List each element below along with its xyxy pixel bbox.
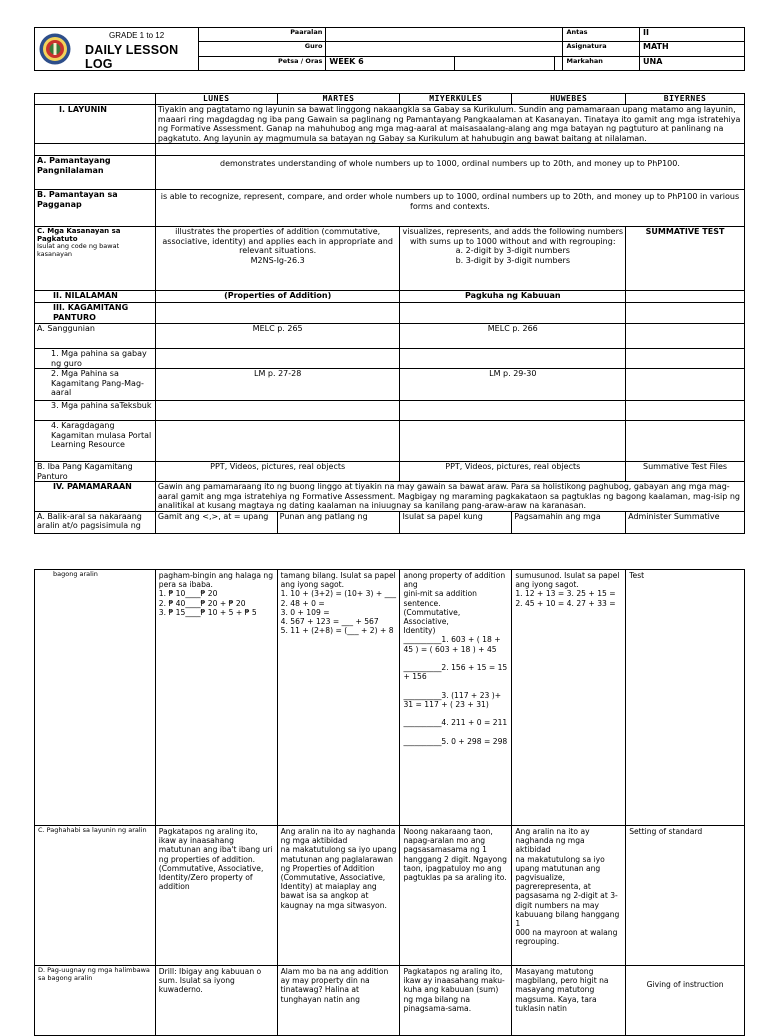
asignatura-value: MATH bbox=[640, 42, 745, 56]
balik-aral-lunes: Gamit ang <,>, at = upang bbox=[155, 511, 277, 533]
balik-aral-label: A. Balik-aral sa nakaraang aralin at/o pagsisimula ng bbox=[35, 511, 156, 533]
kasanayan-label-cell bbox=[35, 227, 156, 291]
pag-uugnay-lunes: Drill: Ibigay ang kabuuan o sum. Isulat sa iyong kuwaderno. bbox=[155, 966, 277, 1036]
blank-cell bbox=[400, 401, 626, 421]
lesson-log-table bbox=[34, 93, 745, 534]
asignatura-label: Asignatura bbox=[563, 42, 640, 56]
blank-cell bbox=[35, 144, 156, 156]
blank-cell bbox=[155, 349, 400, 369]
blank-cell bbox=[626, 324, 745, 349]
iba-pang-wed-thu: PPT, Videos, pictures, real objects bbox=[400, 462, 626, 482]
pag-uugnay-label: D. Pag-uugnay ng mga halimbawa sa bagong aralin bbox=[35, 966, 156, 1036]
paghahabi-biyernes: Setting of standard bbox=[626, 826, 745, 966]
pamamaraan-label: IV. PAMAMARAAN bbox=[35, 482, 156, 512]
pamamaraan-note: Gawin ang pamamaraang ito ng buong linggo at tiyakin na may gawain sa bawat araw. Para sa holistikong paghubog, gabayan ang mga mag-aaral gamit ang mga istratehiya ng Formative Assessment. Magbigay ng maraming pagkakataon sa pagtuklas ng bagong kaalaman, mag-isip ng analitikal at kusang magtaya ng dating kaalaman na iniuugnay sa kanilang pang-araw-araw na karanasan. bbox=[155, 482, 744, 512]
paghahabi-huwebes: Ang aralin na ito ay naghanda ng mga aktibidad na makatutulong sa iyo upang matutunan ang pagvisualize, pagrerepresenta, at pagsasama ng 2-digit at 3-digit numbers na may kabuuang bilang hanggang 1 000 na mayroon at walang regrouping. bbox=[512, 826, 626, 966]
blank-cell bbox=[400, 349, 626, 369]
iba-pang-fri: Summative Test Files bbox=[626, 462, 745, 482]
day-header-miyerkules: MIYERKULES bbox=[400, 94, 512, 105]
kasanayan-mon-tue: illustrates the properties of addition (commutative, associative, identity) and applies each in appropriate and relevant situations. M2NS-Ig-26.3 bbox=[155, 227, 400, 291]
nilalaman-label: II. NILALAMAN bbox=[35, 291, 156, 303]
blank-cell bbox=[626, 369, 745, 401]
grade-range: GRADE 1 to 12 bbox=[109, 31, 165, 40]
markahan-value: UNA bbox=[640, 56, 745, 70]
header-table bbox=[34, 27, 745, 71]
teksbuk-label: 3. Mga pahina saTeksbuk bbox=[35, 401, 156, 421]
logo-cell bbox=[35, 28, 199, 71]
pag-uugnay-martes: Alam mo ba na ang addition ay may property din na tinatawag? Halina at tunghayan natin ang bbox=[277, 966, 400, 1036]
layunin-label: I. LAYUNIN bbox=[35, 105, 156, 144]
pamantayan-sa-pagganap-label: B. Pamantayan sa Pagganap bbox=[35, 190, 156, 227]
kasanayan-sublabel: Isulat ang code ng bawat kasanayan bbox=[37, 242, 120, 258]
kagamitang-panturo-label: III. KAGAMITANG PANTURO bbox=[35, 303, 156, 324]
kasanayan-wed-thu: visualizes, represents, and adds the following numbers with sums up to 1000 without and with regrouping: a. 2-digit by 3-digit numbers b. 3-digit by 3-digit numbers bbox=[400, 227, 626, 291]
iba-pang-label: B. Iba Pang Kagamitang Panturo bbox=[35, 462, 156, 482]
blank-cell bbox=[455, 56, 554, 70]
kagamitan-mag-aaral-label: 2. Mga Pahina sa Kagamitang Pang-Mag-aaral bbox=[35, 369, 156, 401]
paaralan-value bbox=[326, 28, 563, 42]
blank-cell bbox=[155, 144, 744, 156]
blank-cell bbox=[400, 421, 626, 462]
pamantayan-sa-pagganap-text: is able to recognize, represent, compare, and order whole numbers up to 1000, ordinal numbers up to 20th, and money up to PhP100 in various forms and contexts. bbox=[155, 190, 744, 227]
corner-cell bbox=[35, 94, 156, 105]
day-header-martes: MARTES bbox=[277, 94, 400, 105]
kasanayan-label: C. Mga Kasanayan sa Pagkatuto bbox=[37, 227, 121, 243]
blank-cell bbox=[400, 303, 626, 324]
blank-cell bbox=[626, 401, 745, 421]
paghahabi-lunes: Pagkatapos ng araling ito, ikaw ay inaasahang matutunan ang iba't ibang uri ng properties of addition. (Commutative, Associative, Identity/Zero property of addition bbox=[155, 826, 277, 966]
balik-aral-biyernes-cont: Test bbox=[626, 570, 745, 826]
balik-aral-huwebes-cont: sumusunod. Isulat sa papel ang iyong sagot. 1. 12 + 13 = 3. 25 + 15 = 2. 45 + 10 = 4. 27 + 33 = bbox=[512, 570, 626, 826]
blank-cell bbox=[554, 56, 563, 70]
nilalaman-mon-tue: (Properties of Addition) bbox=[155, 291, 400, 303]
day-header-huwebes: HUWEBES bbox=[512, 94, 626, 105]
balik-aral-label-cont: bagong aralin bbox=[35, 570, 156, 826]
document-title: DAILY LESSON LOG bbox=[85, 43, 179, 71]
balik-aral-biyernes: Administer Summative bbox=[626, 511, 745, 533]
petsa-value: WEEK 6 bbox=[326, 56, 455, 70]
balik-aral-martes: Punan ang patlang ng bbox=[277, 511, 400, 533]
petsa-label: Petsa / Oras bbox=[198, 56, 326, 70]
pamantayang-pangnilalaman-text: demonstrates understanding of whole numbers up to 1000, ordinal numbers up to 20th, and money up to PhP100. bbox=[155, 156, 744, 190]
paghahabi-label: C. Paghahabi sa layunin ng aralin bbox=[35, 826, 156, 966]
deped-seal-icon bbox=[39, 32, 71, 66]
kagamitan-wed-thu: LM p. 29-30 bbox=[400, 369, 626, 401]
pag-uugnay-biyernes: Giving of instruction bbox=[626, 966, 745, 1036]
pag-uugnay-huwebes: Masayang matutong magbilang, pero higit na masayang matutong magsuma. Kaya, tara tuklasin natin bbox=[512, 966, 626, 1036]
pamantayang-pangnilalaman-label: A. Pamantayang Pangnilalaman bbox=[35, 156, 156, 190]
paghahabi-miyerkules: Noong nakaraang taon, napag-aralan mo ang pagsasamasama ng 1 hanggang 2 digit. Ngayong taon, ipagpatuloy mo ang pagtuklas pa sa araling ito. bbox=[400, 826, 512, 966]
guro-label: Guro bbox=[198, 42, 326, 56]
layunin-note: Tiyakin ang pagtatamo ng layunin sa bawat linggong nakaangkla sa Gabay sa Kurikulum. Sundin ang pamamaraan upang matamo ang layunin, maaari ring magdagdag ng iba pang Gawain sa paglinang ng Pamantayang Pangkaalaman at Kasanayan. Tinataya ito gamit ang mga istratehiya ng Formative Assessment. Ganap na mahuhubog ang mga mag-aaral at maisasaalang-alang ang mga batayan ng pagtuturo at panlinang na pagkatuto. Ang layunin ay magmumula sa batayan ng Gabay sa Kurikulum at hahubugin ang bawat baitang at nilalaman. bbox=[155, 105, 744, 144]
iba-pang-mon-tue: PPT, Videos, pictures, real objects bbox=[155, 462, 400, 482]
antas-label: Antas bbox=[563, 28, 640, 42]
gabay-guro-label: 1. Mga pahina sa gabay ng guro bbox=[35, 349, 156, 369]
sanggunian-label: A. Sanggunian bbox=[35, 324, 156, 349]
day-header-biyernes: BIYERNES bbox=[626, 94, 745, 105]
kagamitan-mon-tue: LM p. 27-28 bbox=[155, 369, 400, 401]
balik-aral-huwebes: Pagsamahin ang mga bbox=[512, 511, 626, 533]
balik-aral-miyerkules-cont: anong property of addition ang gini-mit sa addition sentence. (Commutative, Associative, Identity) __________1. 603 + ( 18 + 45 ) = ( 603 + 18 ) + 45 __________2. 156 + 15 = 15 + 156 __________3. (117 + 23 )+ 31 = 117 + ( 23 + 31) __________4. 211 + 0 = 211 __________5. 0 + 298 = 298 bbox=[400, 570, 512, 826]
pag-uugnay-miyerkules: Pagkatapos ng araling ito, ikaw ay inaasahang maku-kuha ang kabuuan (sum) ng mga bilang na pinagsama-sama. bbox=[400, 966, 512, 1036]
blank-cell bbox=[155, 303, 400, 324]
blank-cell bbox=[155, 421, 400, 462]
sanggunian-mon-tue: MELC p. 265 bbox=[155, 324, 400, 349]
day-header-lunes: LUNES bbox=[155, 94, 277, 105]
balik-aral-lunes-cont: pagham-bingin ang halaga ng pera sa ibaba. 1. ₱ 10____₱ 20 2. ₱ 40____₱ 20 + ₱ 20 3. ₱ 15____₱ 10 + 5 + ₱ 5 bbox=[155, 570, 277, 826]
paghahabi-martes: Ang aralin na ito ay naghanda ng mga aktibidad na makatutulong sa iyo upang matutunan ang paglalarawan ng Properties of Addition (Commutative, Associative, Identity) at maiaplay ang bawat isa sa angkop at kaugnay na mga sitwasyon. bbox=[277, 826, 400, 966]
blank-cell bbox=[155, 401, 400, 421]
paaralan-label: Paaralan bbox=[198, 28, 326, 42]
lesson-log-continuation-table bbox=[34, 569, 745, 1036]
karagdagang-label: 4. Karagdagang Kagamitan mulasa Portal Learning Resource bbox=[35, 421, 156, 462]
blank-cell bbox=[626, 349, 745, 369]
blank-cell bbox=[626, 421, 745, 462]
markahan-label: Markahan bbox=[563, 56, 640, 70]
sanggunian-wed-thu: MELC p. 266 bbox=[400, 324, 626, 349]
balik-aral-martes-cont: tamang bilang. Isulat sa papel ang iyong sagot. 1. 10 + (3+2) = (10+ 3) + ___ 2. 48 + 0 = 3. 0 + 109 = 4. 567 + 123 = ___ + 567 5. 11 + (2+8) = (___ + 2) + 8 bbox=[277, 570, 400, 826]
antas-value: II bbox=[640, 28, 745, 42]
balik-aral-miyerkules: Isulat sa papel kung bbox=[400, 511, 512, 533]
blank-cell bbox=[626, 303, 745, 324]
blank-cell bbox=[626, 291, 745, 303]
nilalaman-wed-thu: Pagkuha ng Kabuuan bbox=[400, 291, 626, 303]
kasanayan-fri: SUMMATIVE TEST bbox=[626, 227, 745, 291]
guro-value bbox=[326, 42, 563, 56]
